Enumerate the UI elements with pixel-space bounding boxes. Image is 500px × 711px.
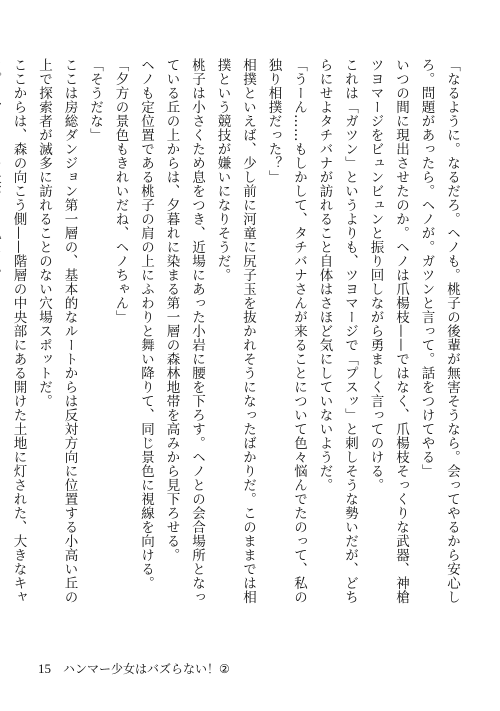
paragraph-7: ヘノも定位置である桃子の肩の上にふわりと舞い降りて、同じ景色に視線を向ける。 [138,58,154,590]
paragraph-3: これは「ガツン」というよりも、ツヨマージで「プスッ」と刺しそうな勢いだが、どちらにせよタチバナが訪れること自体はさほど気にしていないようだ。 [316,58,358,604]
paragraph-10: ここは房総ダンジョン第一層の、基本的なルートからは反対方向に位置する小高い丘の上で探索者が滅多に訪れることのない穴場スポットだ。 [36,58,78,604]
paragraph-1: 「なるように。なるだろ。ヘノも。桃子の後輩が無害そうなら。会ってやるから安心しろ。問題があったら。ヘノが。ガツンと言って。話をつけてやる」 [418,58,460,604]
paragraph-4: 「うーん……もしかして、タチバナさんが来ることについて色々悩んでたのって、私の独り相撲だった？」 [265,58,307,604]
paragraph-2: いつの間に現出させたのか。ヘノは爪楊枝——ではなく、爪楊枝そっくりな武器、神槍ツヨマージをビュンビュンと振り回しながら勇ましく言ってのける。 [367,58,409,604]
paragraph-5: 相撲といえば、少し前に河童に尻子玉を抜かれそうになったばかりだ。このままでは相撲という競技が嫌いになりそうだ。 [214,58,256,604]
paragraph-9: 「そうだな」 [87,58,103,142]
paragraph-6: 桃子は小さくため息をつき、近場にあった小岩に腰を下ろす。ヘノとの会合場所となっている丘の上からは、夕暮れに染まる第一層の森林地帯を高みから見下ろせる。 [163,58,205,604]
paragraph-8: 「夕方の景色もきれいだね、ヘノちゃん」 [112,58,129,324]
paragraph-11: ここからは、森の向こう側——階層の中央部にある開けた土地に灯された、大きなキャ [10,58,27,604]
book-title: ハンマー少女はバズらない！② [63,662,230,676]
page-footer [38,660,230,677]
page-number: 15 [38,661,51,676]
vertical-text-body [10,58,464,614]
